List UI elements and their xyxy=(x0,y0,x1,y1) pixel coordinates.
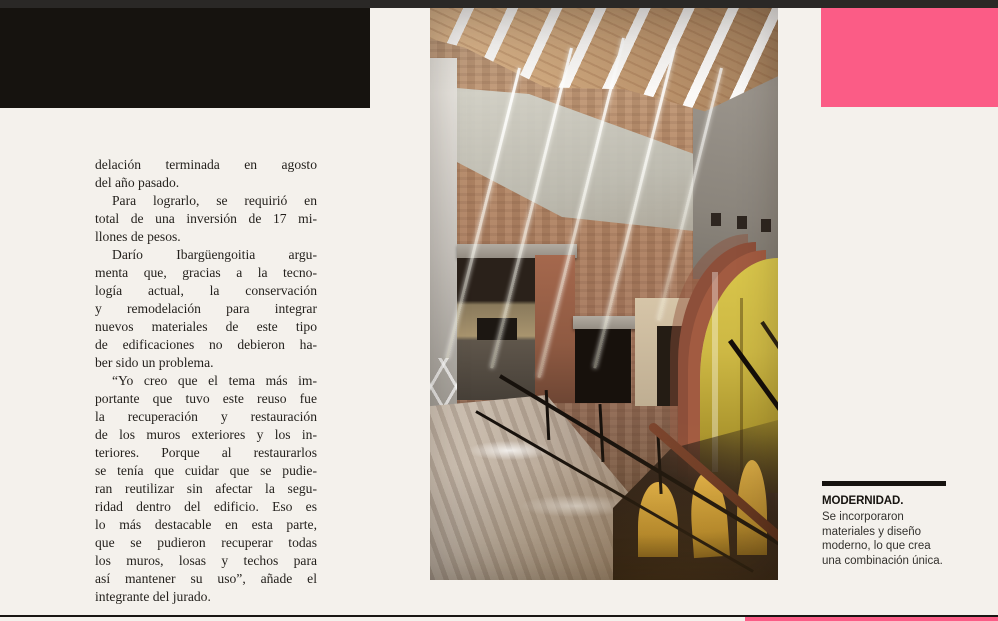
photo-wall-opening xyxy=(737,216,747,229)
article-text-column xyxy=(95,156,317,606)
photo-dark-doorway xyxy=(657,326,684,406)
footer-accent-bar xyxy=(745,617,998,621)
article-photo xyxy=(430,8,778,580)
photo-wall-opening xyxy=(711,213,721,226)
article-line: de los muros exteriores y los in- xyxy=(95,427,317,442)
article-line: llones de pesos. xyxy=(95,229,181,244)
article-line: del año pasado. xyxy=(95,175,180,190)
article-line: portante que tuvo este reuso fue xyxy=(95,391,317,406)
article-line: la recuperación y restauración xyxy=(95,409,317,424)
article-line: teriores. Porque al restaurarlos xyxy=(95,445,317,460)
caption-title: MODERNIDAD. xyxy=(822,495,904,507)
photo-corridor-opening xyxy=(457,258,535,400)
photo-brick-column xyxy=(535,255,575,403)
article-line: lo más destacable en esta parte, xyxy=(95,517,317,532)
caption-body: Se incorporaron materiales y diseño moderno, lo que crea una combinación única. xyxy=(822,511,943,567)
article-line: los muros, losas y techos para xyxy=(95,553,317,568)
photo-lit-arch-window xyxy=(638,482,678,557)
article-line: ran reutilizar sin afectar la segu- xyxy=(95,481,317,496)
article-line: delación terminada en agosto xyxy=(95,157,317,172)
article-line: Darío Ibargüengoitia argu- xyxy=(112,247,317,262)
top-edge-strip xyxy=(0,0,998,8)
article-line: nuevos materiales de este tipo xyxy=(95,319,317,334)
article-line: ridad dentro del edificio. Eso es xyxy=(95,499,317,514)
article-line: ber sido un problema. xyxy=(95,355,214,370)
article-line: así mantener su uso”, añade el xyxy=(95,571,317,586)
masthead-black-block xyxy=(0,8,370,108)
article-line: total de una inversión de 17 mi- xyxy=(95,211,317,226)
article-line: que se pudieron recuperar todas xyxy=(95,535,317,550)
article-line: Para lograrlo, se requirió en xyxy=(112,193,317,208)
article-line: menta que, gracias a la tecno- xyxy=(95,265,317,280)
article-line: “Yo creo que el tema más im- xyxy=(112,373,317,388)
caption-rule xyxy=(822,481,946,486)
article-line: de edificaciones no debieron ha- xyxy=(95,337,317,352)
photo-caption xyxy=(822,481,950,568)
accent-pink-block xyxy=(821,8,998,107)
article-line: se tenía que cuidar que se pudie- xyxy=(95,463,317,478)
article-line: logía actual, la conservación xyxy=(95,283,317,298)
article-line: y remodelación para integrar xyxy=(95,301,317,316)
photo-wall-opening xyxy=(761,219,771,232)
article-line: integrante del jurado. xyxy=(95,589,211,604)
